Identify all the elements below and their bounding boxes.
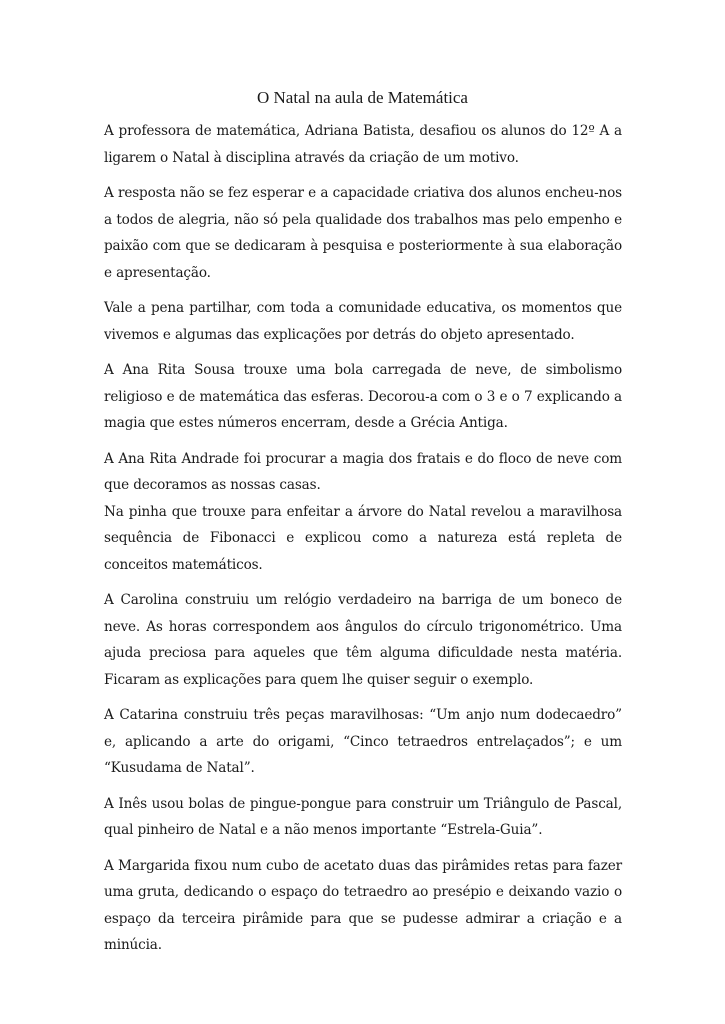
- paragraph-margarida: A Margarida fixou num cubo de acetato duas das pirâmides retas para fazer uma gruta, dedicando o espaço do tetraedro ao presépio e deixando vazio o espaço da terceira pirâmide para que se pudesse admirar a criação e a minúcia.: [104, 857, 622, 953]
- paragraph-intro: A professora de matemática, Adriana Batista, desafiou os alunos do 12º A a ligarem o Natal à disciplina através da criação de um motivo.: [104, 123, 622, 166]
- paragraph-ana-rita-sousa: A Ana Rita Sousa trouxe uma bola carregada de neve, de simbolismo religioso e de matemática das esferas. Decorou-a com o 3 e o 7 explicando a magia que estes números encerram, desde a Grécia Antiga.: [104, 362, 622, 431]
- paragraph-ana-rita-andrade: A Ana Rita Andrade foi procurar a magia dos fratais e do floco de neve com que decoramos as nossas casas.: [104, 450, 622, 493]
- paragraph-response: A resposta não se fez esperar e a capacidade criativa dos alunos encheu-nos a todos de alegria, não só pela qualidade dos trabalhos mas pelo empenho e paixão com que se dedicaram à pesquisa e posteriormente à sua elaboração e apresentação.: [104, 185, 622, 281]
- paragraph-pinha: Na pinha que trouxe para enfeitar a árvore do Natal revelou a maravilhosa sequência de Fibonacci e explicou como a natureza está repleta de conceitos matemáticos.: [104, 503, 622, 573]
- document-body: [104, 118, 622, 968]
- paragraph-catarina: A Catarina construiu três peças maravilhosas: “Um anjo num dodecaedro” e, aplicando a arte do origami, “Cinco tetraedros entrelaçados”; e um “Kusudama de Natal”.: [104, 707, 622, 776]
- paragraph-carolina: A Carolina construiu um relógio verdadeiro na barriga de um boneco de neve. As horas correspondem aos ângulos do círculo trigonométrico. Uma ajuda preciosa para aqueles que têm alguma dificuldade nesta matéria. Ficaram as explicações para quem lhe quiser seguir o exemplo.: [104, 592, 622, 688]
- document-title: O Natal na aula de Matemática: [257, 88, 468, 107]
- paragraph-ines: A Inês usou bolas de pingue-pongue para construir um Triângulo de Pascal, qual pinheiro de Natal e a não menos importante “Estrela-Guia”.: [104, 795, 622, 838]
- paragraph-share: Vale a pena partilhar, com toda a comunidade educativa, os momentos que vivemos e algumas das explicações por detrás do objeto apresentado.: [104, 300, 622, 343]
